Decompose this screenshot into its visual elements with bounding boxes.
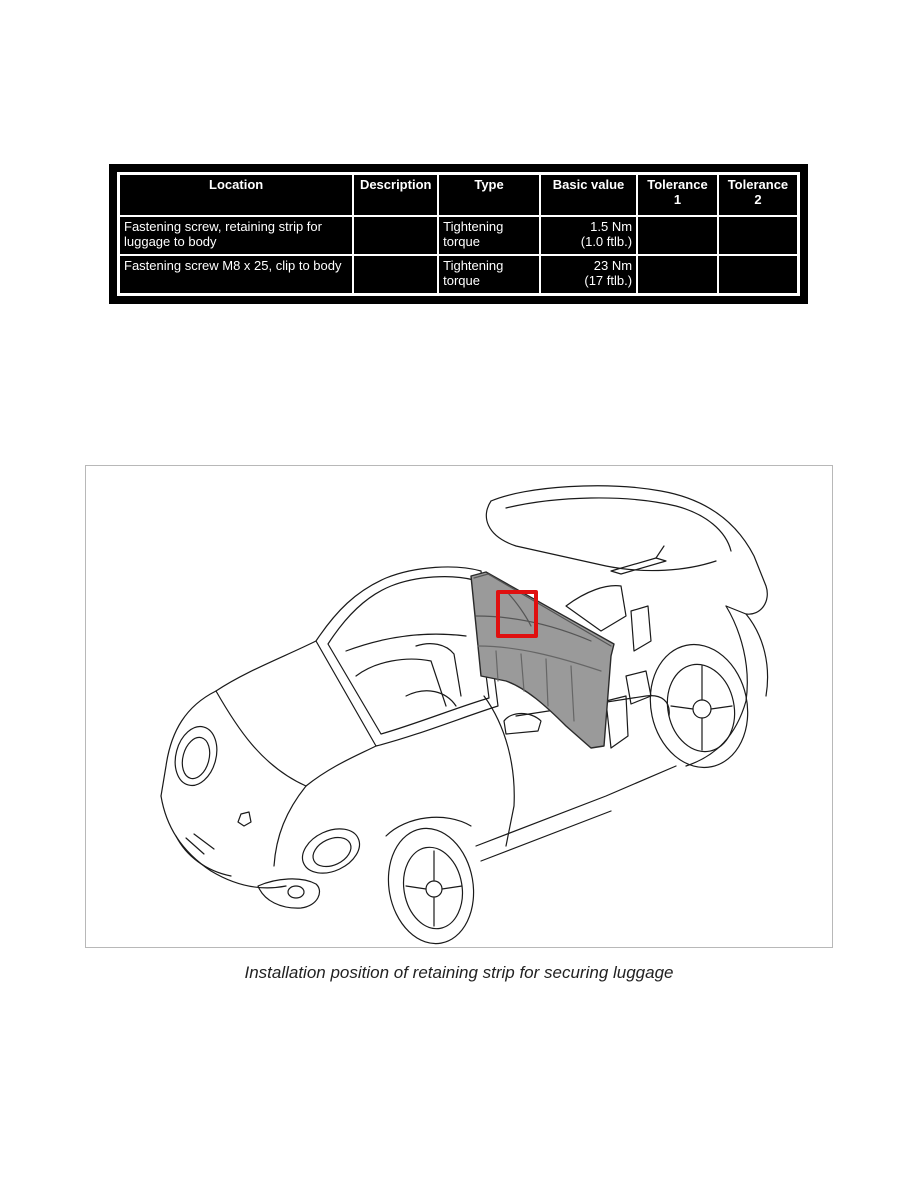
- cell-location: Fastening screw, retaining strip for luggage to body: [119, 216, 353, 255]
- header-location: Location: [119, 174, 353, 216]
- cell-basic-value: [540, 216, 637, 255]
- cell-tolerance-2: [718, 255, 798, 294]
- basic-value-metric: 1.5 Nm: [590, 219, 633, 234]
- cell-location: Fastening screw M8 x 25, clip to body: [119, 255, 353, 294]
- table-header-row: [119, 174, 798, 216]
- basic-value-imperial: (1.0 ftlb.): [580, 234, 633, 249]
- header-tolerance-2: Tolerance 2: [718, 174, 798, 216]
- cell-tolerance-2: [718, 216, 798, 255]
- torque-spec-table: [117, 172, 800, 296]
- cell-description: [353, 255, 438, 294]
- car-illustration: [86, 466, 833, 948]
- cell-type: Tightening torque: [438, 216, 540, 255]
- table-row: [119, 255, 798, 294]
- header-basic-value: Basic value: [540, 174, 637, 216]
- header-description: Description: [353, 174, 438, 216]
- cell-type: Tightening torque: [438, 255, 540, 294]
- cell-basic-value: [540, 255, 637, 294]
- basic-value-metric: 23 Nm: [593, 258, 633, 273]
- torque-table: [109, 164, 808, 304]
- table-row: [119, 216, 798, 255]
- cell-tolerance-1: [637, 216, 718, 255]
- cell-description: [353, 216, 438, 255]
- basic-value-imperial: (17 ftlb.): [584, 273, 633, 288]
- header-tolerance-1: Tolerance 1: [637, 174, 718, 216]
- car-illustration-figure: [85, 465, 833, 948]
- figure-caption: Installation position of retaining strip for securing luggage: [244, 963, 674, 982]
- header-type: Type: [438, 174, 540, 216]
- cell-tolerance-1: [637, 255, 718, 294]
